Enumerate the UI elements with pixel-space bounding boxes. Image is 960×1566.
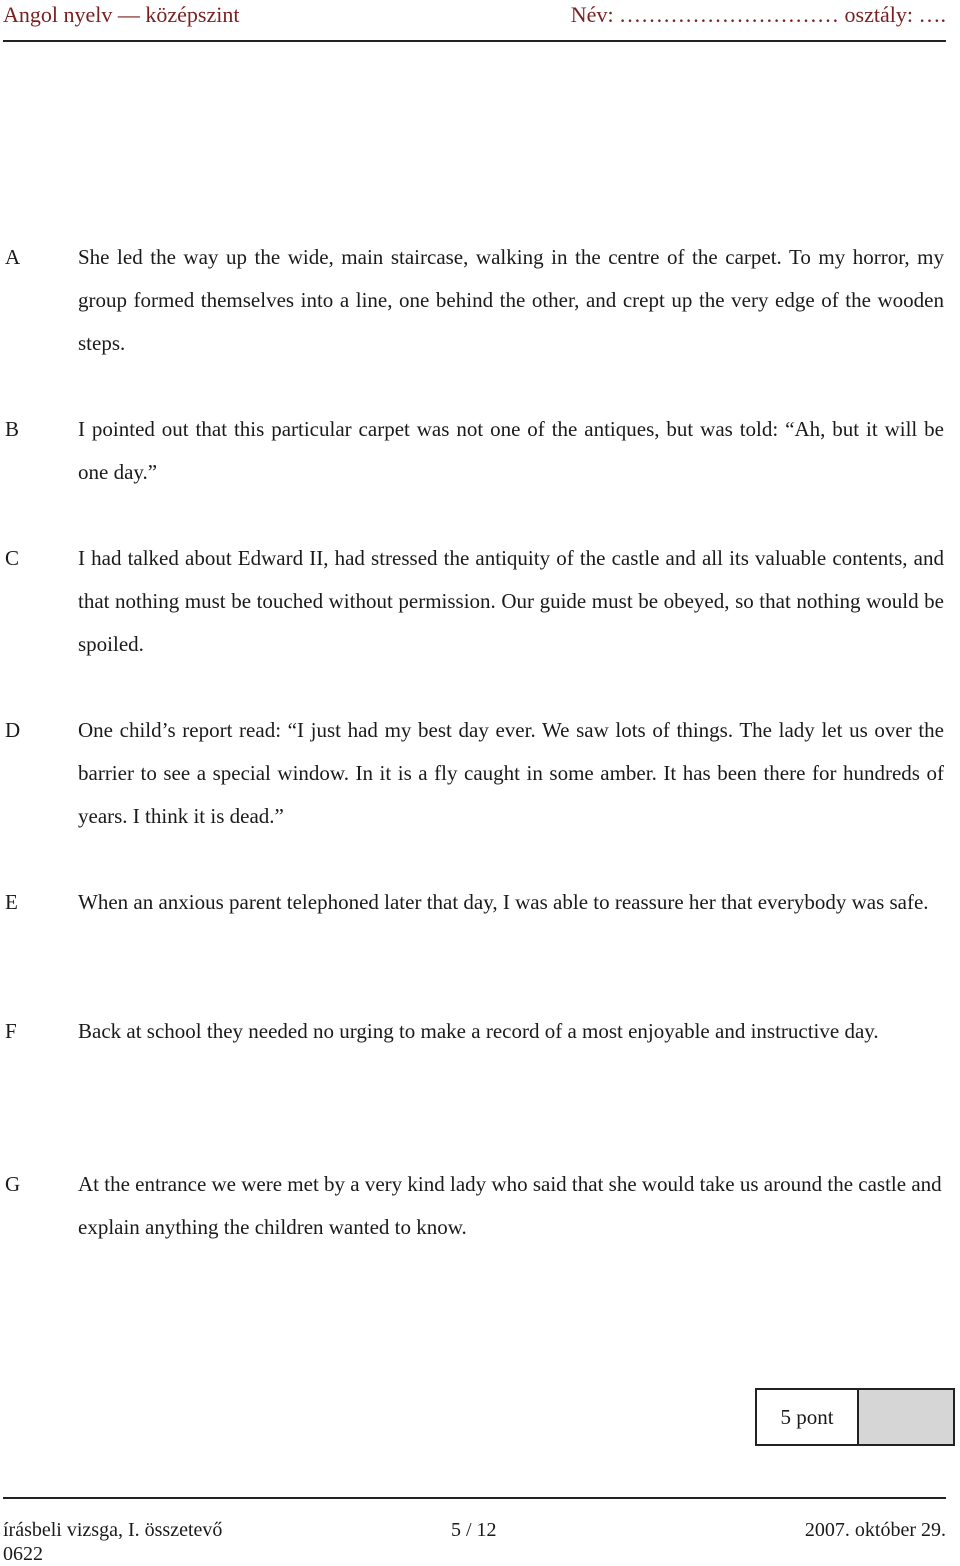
name-class-field: Név: ………………………… osztály: …. bbox=[570, 2, 946, 27]
option-letter: C bbox=[5, 546, 20, 570]
option-text: When an anxious parent telephoned later that day, I was able to reassure her that everybody was safe. bbox=[78, 890, 929, 914]
page-number: 5 / 12 bbox=[451, 1519, 497, 1541]
option-text: Back at school they needed no urging to make a record of a most enjoyable and instructive day. bbox=[78, 1019, 879, 1043]
score-entry-cell bbox=[859, 1390, 953, 1444]
option-text: One child’s report read: “I just had my best day ever. We saw lots of things. The lady let us over the barrier to see a special window. In it is a fly caught in some amber. It has been there for hundreds of years. I think it is dead.” bbox=[78, 718, 944, 828]
option-text: I had talked about Edward II, had stressed the antiquity of the castle and all its valuable contents, and that nothing must be touched without permission. Our guide must be obeyed, so that nothing would be spoiled. bbox=[78, 546, 944, 656]
score-box bbox=[755, 1388, 955, 1446]
option-text: I pointed out that this particular carpet was not one of the antiques, but was told: “Ah, but it will be one day.” bbox=[78, 417, 944, 484]
option-letter: G bbox=[5, 1172, 21, 1196]
option-letter: A bbox=[5, 245, 21, 269]
exam-code: 0622 bbox=[3, 1543, 43, 1565]
option-letter: F bbox=[5, 1019, 17, 1043]
exam-subject-level: Angol nyelv — középszint bbox=[3, 2, 240, 27]
exam-component: írásbeli vizsga, I. összetevő bbox=[3, 1519, 223, 1541]
option-text: At the entrance we were met by a very kind lady who said that she would take us around the castle and explain anything the children wanted to know. bbox=[78, 1172, 942, 1239]
page-header bbox=[3, 0, 946, 42]
footer-divider bbox=[3, 1497, 946, 1499]
option-letter: D bbox=[5, 718, 21, 742]
option-letter: E bbox=[5, 890, 18, 914]
score-label: 5 pont bbox=[757, 1390, 859, 1444]
exam-date: 2007. október 29. bbox=[804, 1519, 946, 1541]
option-text: She led the way up the wide, main staircase, walking in the centre of the carpet. To my horror, my group formed themselves into a line, one behind the other, and crept up the very edge of the wooden steps. bbox=[78, 245, 944, 355]
option-letter: B bbox=[5, 417, 20, 441]
